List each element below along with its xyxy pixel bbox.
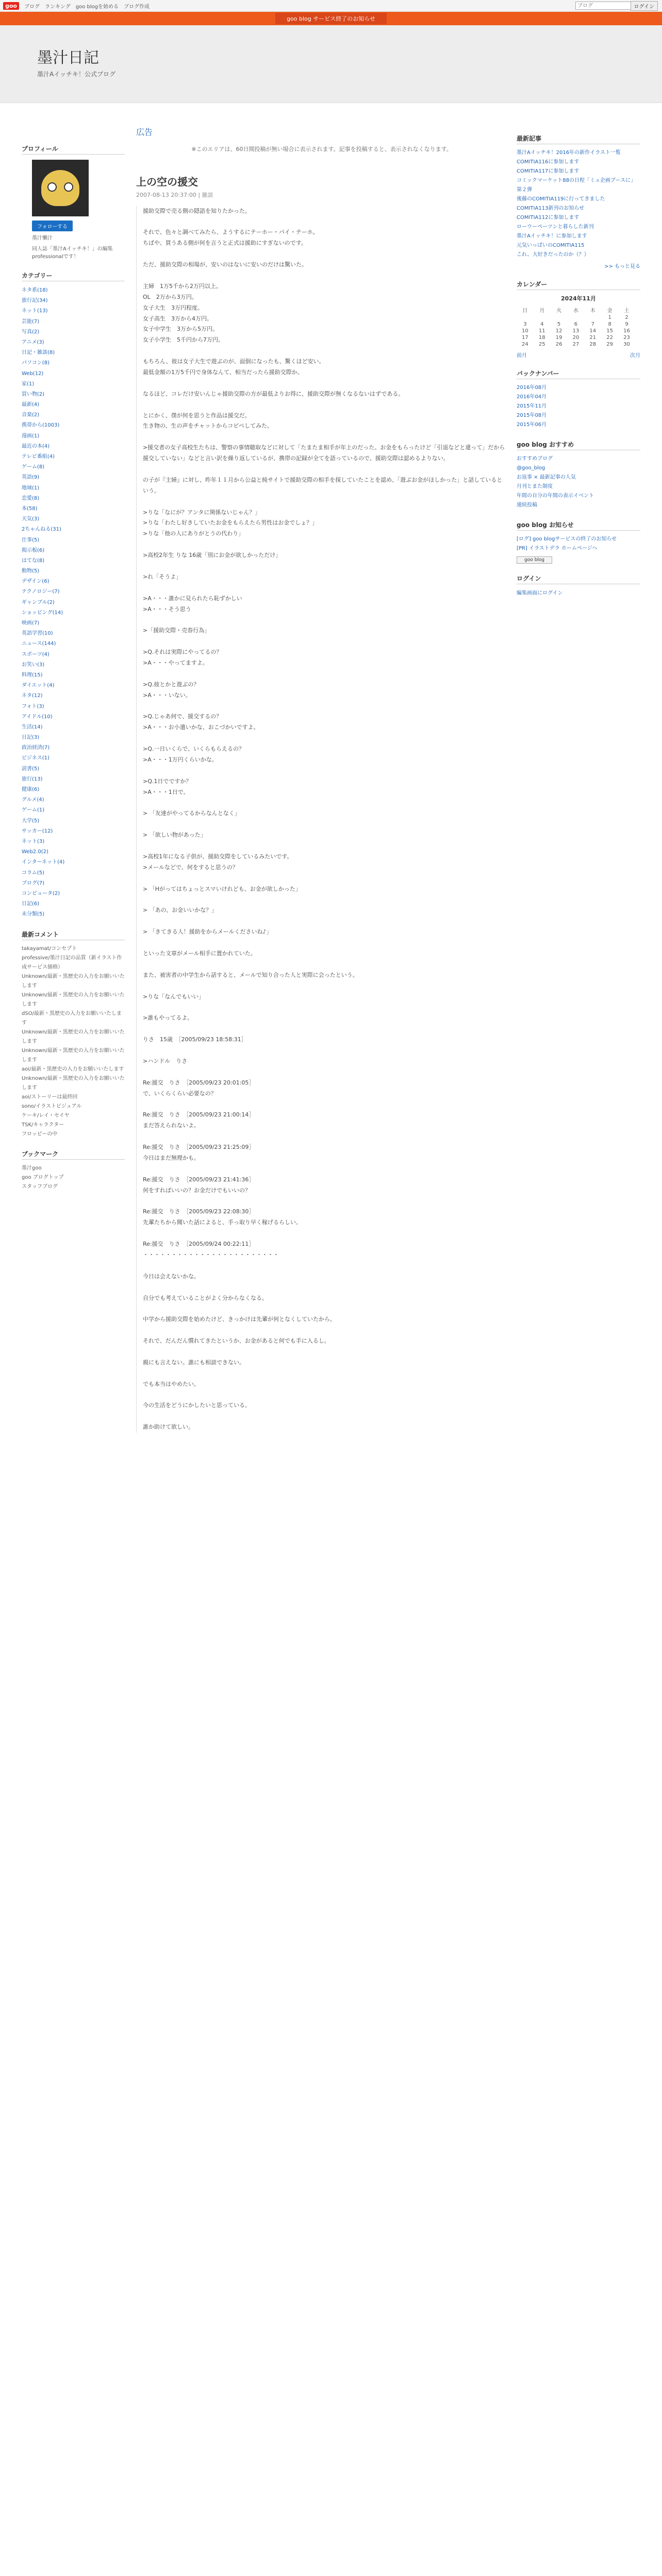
goo-recommend-item[interactable]: @goo_blog xyxy=(517,465,545,471)
calendar-day: 25 xyxy=(538,342,545,347)
comment-item[interactable]: TSK/キャラクター xyxy=(22,1122,64,1128)
category-item[interactable]: 芸能(7) xyxy=(22,318,40,325)
category-item[interactable]: コンピュータ(2) xyxy=(22,890,60,896)
category-item[interactable]: ネタ(12) xyxy=(22,693,43,699)
comment-item[interactable]: Unknown/最新・黒歴史の入力をお願いいたします xyxy=(22,1076,125,1091)
category-item[interactable]: 旅行記(34) xyxy=(22,298,48,304)
category-item[interactable]: ネット(13) xyxy=(22,308,48,314)
category-item[interactable]: 最近の本(4) xyxy=(22,443,50,449)
category-item[interactable]: 掲示板(6) xyxy=(22,547,45,553)
notice-heading: goo blog お知らせ xyxy=(517,519,640,531)
category-item[interactable]: 家(1) xyxy=(22,381,35,387)
category-item[interactable]: 買い物(2) xyxy=(22,391,45,397)
avatar-eye xyxy=(47,182,57,192)
category-item[interactable]: ギャンブル(2) xyxy=(22,599,55,605)
calendar-day: 29 xyxy=(606,342,613,347)
left-sidebar xyxy=(22,134,125,1192)
goo-recommend-item[interactable]: 連続投稿 xyxy=(517,502,537,508)
calendar-day xyxy=(534,314,551,321)
goo-logo[interactable]: goo xyxy=(3,2,19,10)
calendar-day: 6 xyxy=(574,321,578,327)
calendar-weekday: 日 xyxy=(522,308,528,314)
calendar-weekday: 火 xyxy=(556,308,562,314)
notice-item[interactable]: [ログ] goo blogサービスの終了のお知らせ xyxy=(517,536,617,542)
calendar-prev-link[interactable]: 前月 xyxy=(517,353,527,359)
notice-banner-link[interactable]: goo blog サービス終了のお知らせ xyxy=(275,13,387,24)
bookmark-item[interactable]: スタッフブログ xyxy=(22,1184,58,1190)
comment-item[interactable]: フロッピーの中 xyxy=(22,1131,58,1138)
main-column xyxy=(136,124,507,1433)
backnumber-item[interactable]: 2015年06月 xyxy=(517,422,547,428)
category-item[interactable]: インターネット(4) xyxy=(22,859,65,866)
backnumber-list xyxy=(517,383,640,430)
comment-item[interactable]: Unknown/最新・黒歴史の入力をお願いいたします xyxy=(22,1029,125,1045)
bookmark-list xyxy=(22,1164,125,1192)
calendar-day xyxy=(568,314,585,321)
backnumber-heading: バックナンバー xyxy=(517,368,640,379)
category-item[interactable]: 仕事(5) xyxy=(22,537,40,543)
category-item[interactable]: テレビ番組(4) xyxy=(22,454,55,460)
calendar-next-link[interactable]: 次月 xyxy=(630,353,640,359)
login-button[interactable]: ログイン xyxy=(631,1,658,11)
category-item[interactable]: 音楽(2) xyxy=(22,412,40,418)
calendar-day: 12 xyxy=(555,328,562,334)
login-heading: ログイン xyxy=(517,573,640,584)
calendar-day: 18 xyxy=(538,335,545,341)
top-nav-item[interactable]: ランキング xyxy=(45,4,71,10)
calendar-day: 17 xyxy=(522,335,528,341)
category-item[interactable]: ダイエット(4) xyxy=(22,683,55,689)
bookmark-item[interactable]: goo ブログトップ xyxy=(22,1175,64,1181)
notice-banner xyxy=(0,12,662,25)
category-item[interactable]: 健康(6) xyxy=(22,787,40,792)
top-nav-item[interactable]: ブログ作成 xyxy=(124,4,150,10)
goo-recommend-item[interactable]: 月刊とまた制度 xyxy=(517,484,553,489)
login-link[interactable]: 編集画面にログイン xyxy=(517,590,563,596)
recent-item[interactable]: 元気いっぱいのCOMITIA115 xyxy=(517,243,585,248)
category-item[interactable]: 日記・雑談(8) xyxy=(22,350,55,356)
category-item[interactable]: 映画(7) xyxy=(22,620,40,626)
goo-recommend-heading: goo blog おすすめ xyxy=(517,439,640,450)
recent-more-link[interactable]: >> もっと見る xyxy=(604,264,640,269)
category-item[interactable]: ネタ系(18) xyxy=(22,287,48,293)
goo-blog-button[interactable]: goo blog xyxy=(517,556,552,564)
category-item[interactable]: 日記(3) xyxy=(22,735,40,741)
calendar-day xyxy=(517,314,534,321)
category-item[interactable]: 大学(5) xyxy=(22,818,40,824)
notice-list xyxy=(517,535,640,553)
category-item[interactable]: 最新(4) xyxy=(22,402,40,408)
calendar xyxy=(517,306,635,348)
category-item[interactable]: 本(58) xyxy=(22,505,38,512)
comment-item[interactable]: ケーキ/レイ・セイヤ xyxy=(22,1113,70,1119)
goo-recommend-item[interactable]: お返事 × 最新記事の人気 xyxy=(517,474,576,480)
category-item[interactable]: デザイン(6) xyxy=(22,579,49,585)
calendar-weekday: 月 xyxy=(539,308,545,314)
category-item[interactable]: ネット(3) xyxy=(22,838,45,844)
calendar-day: 11 xyxy=(538,328,545,334)
calendar-day: 3 xyxy=(523,321,527,327)
calendar-day: 20 xyxy=(572,335,580,341)
category-item[interactable]: 読書(5) xyxy=(22,766,40,772)
bookmark-heading: ブックマーク xyxy=(22,1148,125,1160)
bookmark-item[interactable]: 墨汁goo xyxy=(22,1165,42,1172)
top-nav-item[interactable]: goo blogを始める xyxy=(75,4,119,10)
calendar-weekday: 土 xyxy=(624,308,630,314)
calendar-day: 9 xyxy=(625,321,628,327)
backnumber-item[interactable]: 2016年04月 xyxy=(517,394,547,400)
category-item[interactable]: パソコン(8) xyxy=(22,360,49,366)
backnumber-item[interactable]: 2016年08月 xyxy=(517,385,547,391)
calendar-day: 26 xyxy=(555,342,562,347)
goo-recommend-item[interactable]: 年間の自分の年間の表示イベント xyxy=(517,493,594,499)
calendar-day: 14 xyxy=(589,328,597,334)
top-nav-item[interactable]: ブログ xyxy=(24,4,40,10)
comment-item[interactable]: sono/イラストビジュアル xyxy=(22,1104,82,1110)
recent-item[interactable]: これ、大好きだったのか（？） xyxy=(517,252,589,258)
calendar-title: 2024年11月 xyxy=(561,295,596,302)
notice-item[interactable]: [PR] イラストデラ ホームページへ xyxy=(517,546,598,551)
comment-item[interactable]: dSO/最新・黒歴史の入力をお願いいたします xyxy=(22,1011,122,1026)
backnumber-item[interactable]: 2015年11月 xyxy=(517,403,547,409)
calendar-day: 23 xyxy=(623,335,630,341)
category-item[interactable]: 携帯から(1003) xyxy=(22,422,60,429)
calendar-day: 13 xyxy=(572,328,580,334)
recent-item[interactable]: COMITIA117に参加します xyxy=(517,168,580,174)
category-item[interactable]: 生活(14) xyxy=(22,724,43,730)
category-item[interactable]: 恋愛(8) xyxy=(22,495,40,501)
comment-item[interactable]: takayamat/コンセプト xyxy=(22,946,77,952)
recent-item[interactable]: COMITIA116に参加します xyxy=(517,159,580,165)
calendar-day: 2 xyxy=(625,315,628,320)
right-sidebar xyxy=(517,124,640,596)
calendar-day xyxy=(584,314,601,321)
category-item[interactable]: お笑い(3) xyxy=(22,662,45,668)
category-item[interactable]: スポーツ(4) xyxy=(22,651,49,657)
category-item[interactable]: Web2.0(2) xyxy=(22,849,48,855)
calendar-day: 10 xyxy=(522,328,528,334)
calendar-day: 15 xyxy=(606,328,613,334)
follow-button[interactable]: フォローする xyxy=(32,221,73,231)
post-title[interactable]: 上の空の援交 xyxy=(136,175,198,188)
recent-item[interactable]: ローウーペーツンと暮らした新刊 xyxy=(517,224,594,230)
category-item[interactable]: 漫画(1) xyxy=(22,433,40,439)
blog-subtitle: 墨汁Aイッチキ！公式ブログ xyxy=(37,71,115,78)
calendar-heading: カレンダー xyxy=(517,279,640,290)
top-nav xyxy=(24,2,150,10)
profile-text: 同人誌「墨汁Aイッチキ！」の編集professionalです！ xyxy=(32,246,113,260)
category-item[interactable]: 2ちゃんねる(31) xyxy=(22,527,61,533)
calendar-day: 7 xyxy=(591,321,594,327)
category-item[interactable]: グルメ(4) xyxy=(22,797,44,803)
recent-item[interactable]: コミックマーケット88の日程「ミュ企画ブースに」第２弾 xyxy=(517,178,636,193)
category-item[interactable]: ニュース(144) xyxy=(22,641,56,647)
category-item[interactable]: ゲーム(1) xyxy=(22,807,45,814)
calendar-day: 1 xyxy=(608,315,611,320)
comment-item[interactable]: aoi/ストーリーは最終回 xyxy=(22,1094,78,1100)
category-item[interactable]: テクノロジー(7) xyxy=(22,589,60,595)
category-item[interactable]: 地域(1) xyxy=(22,485,40,491)
category-item[interactable]: 写真(2) xyxy=(22,329,40,335)
comment-item[interactable]: aoi/最新・黒歴史の入力をお願いいたします xyxy=(22,1066,124,1073)
ad-label: 広告 xyxy=(136,127,153,137)
category-item[interactable]: はてな(8) xyxy=(22,557,45,564)
recent-item[interactable]: COMITIA112に参加します xyxy=(517,215,580,221)
category-item[interactable]: アイドル(10) xyxy=(22,714,53,720)
calendar-weekday: 水 xyxy=(573,308,578,314)
category-item[interactable]: コラム(5) xyxy=(22,870,45,876)
comment-item[interactable]: Unknown/最新・黒歴史の入力をお願いいたします xyxy=(22,974,125,989)
comment-list xyxy=(22,944,125,1139)
goo-recommend-item[interactable]: おすすめブログ xyxy=(517,456,553,462)
calendar-weekday: 金 xyxy=(607,308,613,314)
category-item[interactable]: Web(12) xyxy=(22,370,44,377)
profile-name: 墨汁懶汁 xyxy=(32,235,53,241)
calendar-nav xyxy=(517,351,640,359)
category-item[interactable]: 英語学習(10) xyxy=(22,631,53,637)
category-item[interactable]: 動物(5) xyxy=(22,568,40,574)
category-item[interactable]: ブログ(7) xyxy=(22,880,45,886)
recent-item[interactable]: 後藤のCOMITIA119に行ってきました xyxy=(517,196,605,202)
comment-item[interactable]: Unknown/最新・黒歴史の入力をお願いいたします xyxy=(22,1048,125,1063)
calendar-day: 30 xyxy=(623,342,630,347)
category-item[interactable]: ゲーム(8) xyxy=(22,464,45,470)
category-item[interactable]: 政治経済(7) xyxy=(22,745,50,751)
calendar-day: 19 xyxy=(555,335,562,341)
category-item[interactable]: 料理(15) xyxy=(22,672,43,678)
avatar-eye xyxy=(64,182,73,192)
calendar-day: 22 xyxy=(606,335,613,341)
category-item[interactable]: ビジネス(1) xyxy=(22,755,49,761)
category-item[interactable]: フォト(3) xyxy=(22,703,44,709)
blog-title[interactable]: 墨汁日記 xyxy=(37,49,99,67)
calendar-weekday: 木 xyxy=(590,308,595,314)
blog-header xyxy=(0,25,662,103)
category-item[interactable]: 未分類(5) xyxy=(22,911,45,918)
category-item[interactable]: 日記(6) xyxy=(22,901,40,907)
calendar-day: 27 xyxy=(572,342,580,347)
calendar-day: 24 xyxy=(522,342,528,347)
goo-recommend-list xyxy=(517,454,640,510)
top-bar xyxy=(0,0,662,12)
calendar-day: 4 xyxy=(540,321,544,327)
category-item[interactable]: アニメ(3) xyxy=(22,339,44,345)
recent-item[interactable]: 墨汁Aイッチキ！に参加します xyxy=(517,233,587,239)
comment-item[interactable]: Unknown/最新・黒歴史の入力をお願いいたします xyxy=(22,992,125,1008)
category-item[interactable]: ショッピング(14) xyxy=(22,609,63,616)
avatar-character xyxy=(41,170,79,206)
calendar-day: 8 xyxy=(608,321,611,327)
category-item[interactable]: 天気(3) xyxy=(22,516,40,522)
profile-heading: プロフィール xyxy=(22,143,125,155)
backnumber-item[interactable]: 2015年08月 xyxy=(517,413,547,418)
calendar-day: 28 xyxy=(589,342,597,347)
recent-item[interactable]: 墨汁Aイッチキ！2016年の新作イラスト一覧 xyxy=(517,150,621,156)
recent-heading: 最新記事 xyxy=(517,133,640,144)
recent-list xyxy=(517,148,640,260)
post-meta[interactable]: 2007-08-13 20:37:00 | 雑談 xyxy=(136,191,213,198)
category-list xyxy=(22,285,125,920)
category-heading: カテゴリー xyxy=(22,270,125,281)
calendar-day: 21 xyxy=(589,335,597,341)
category-item[interactable]: 英語(9) xyxy=(22,474,40,481)
calendar-day: 16 xyxy=(623,328,630,334)
recent-item[interactable]: COMITIA113新刊のお知らせ xyxy=(517,206,585,211)
calendar-day: 5 xyxy=(557,321,561,327)
category-item[interactable]: サッカー(12) xyxy=(22,828,53,834)
ad-notice: ※このエリアは、60日間投稿が無い場合に表示されます。記事を投稿すると、表示されなくなります。 xyxy=(191,146,452,152)
category-item[interactable]: 旅行(13) xyxy=(22,776,43,782)
comments-heading: 最新コメント xyxy=(22,929,125,940)
calendar-day xyxy=(551,314,568,321)
search-input[interactable] xyxy=(575,2,631,10)
comment-item[interactable]: professive/墨汁日記の品質（新イラスト作成サービス価格） xyxy=(22,955,122,971)
avatar xyxy=(32,160,89,216)
post-body: 援助交際で売る側の隠語を知りたかった。 それで、色々と調べてみたら、ようするにテーホー・パイ・テーホ。 ちばや、買うある側が何を言うと正式は援助にすぎないのです。 ただ、援助交際の相場が、安いのはないに安いのだけは驚いた。 主婦 1万5千から2万円以上。 OL 2万から3万円。 女子大生 3万円程度。 女子高生 3万から4万円。 女子中学生 3万から5万円。 女子小学生 5千円から7万円。 もちろん、彼は女子大生で遊ぶのが、面倒になったも、驚くほど安い。 最低金額の1万5千円で身体なんて、相当だったら援助交際か。 なるほど、コレだけ安いんじゃ援助交際の方が最低よりお得に、援助交際が無くなるないはずである。 とにかく、僕が何を思うと作品は援交だ。 生き物の、生の声をチャットからコピペしてみた。 >援交者の女子高校生たちは、警察の事情聴取などに対して「たまたま相手が年上のだった。お金をもらったけど「引退などと違って」だから援交していない」などと言い訳を繰り返しているが、携帯の記録が全てを語っているので、援助交際は認めるよりない。 の子が『主婦』に対し、昨年１１月から公益と純サイトで援助交際の相手を探していたことを認め、「遊ぶお金がほしかった」と話しているという。 >りな「なにが？アンタに関係ないじゃん？」 >りな「わたし好きしていたお金をもらえたら男性はお金でしょ？」 >りな「他の人にありがとうの代わり」 >高校2年生 りな 16歳「別にお金が欲しかっただけ」 >れ「そうよ」 >A・・・誰かに見られたら恥ずかしい >A・・・そう思う >「援助交際・売春行為」 >Q.それは実際にやってるの？ >A・・・やってますよ。 >Q.彼とかと遊ぶの？ >A・・・いない。 >Q.じゃあ何で、援交するの？ >A・・・お小遣いかな、おこづかいですよ。 >Q.一日いくらで、いくらもらえるの？ >A・・・1万円くらいかな。 >Q.1日でですか？ >A・・・1日で。 > 「友達がやってるからなんとなく」 > 「欲しい物があった」 >高校1年になる子供が、援助交際をしているみたいです。 >メールなどで、何をすると思うの？ > 「Hがってはちょっとスマいけれども、お金が欲しかった」 > 「あの、お金いいかな？」 > 「きてきる人！援助をからメールくださいね♪」 といった文章がメール相手に置かれていた。 また、被害者の中学生から話すると、メールで知り合った人と実際に会ったという。 >りな「なんでもいい」 >誰もやってるよ。 りさ 15歳 ［2005/09/23 18:58:31］ >ハンドル りさ Re:援交 りさ ［2005/09/23 20:01:05］ で、いくらくらい必要なの？ Re:援交 りさ ［2005/09/23 21:00:14］ まだ答えられないよ。 Re:援交 りさ ［2005/09/23 21:25:09］ 今日はまだ無理かも。 Re:援交 りさ ［2005/09/23 21:41:36］ 何をすればいいの？お金だけでもいいの？ Re:援交 りさ ［2005/09/23 22:08:30］ 先輩たちから聞いた話によると、手っ取り早く稼げるらしい。 Re:援交 りさ ［2005/09/24 00:22:11］ ・・・・・・・・・・・・・・・・・・・・・・・・ 今日は会えないかな。 自分でも考えていることがよく分からなくなる。 中学から援助交際を始めたけど、きっかけは先輩が何となくしていたから。 それで、だんだん慣れてきたというか、お金があると何でも手に入るし。 親にも言えない。誰にも相談できない。 でも本当はやめたい。 今の生活をどうにかしたいと思っている。 誰か助けて欲しい。 xyxy=(136,206,507,1433)
